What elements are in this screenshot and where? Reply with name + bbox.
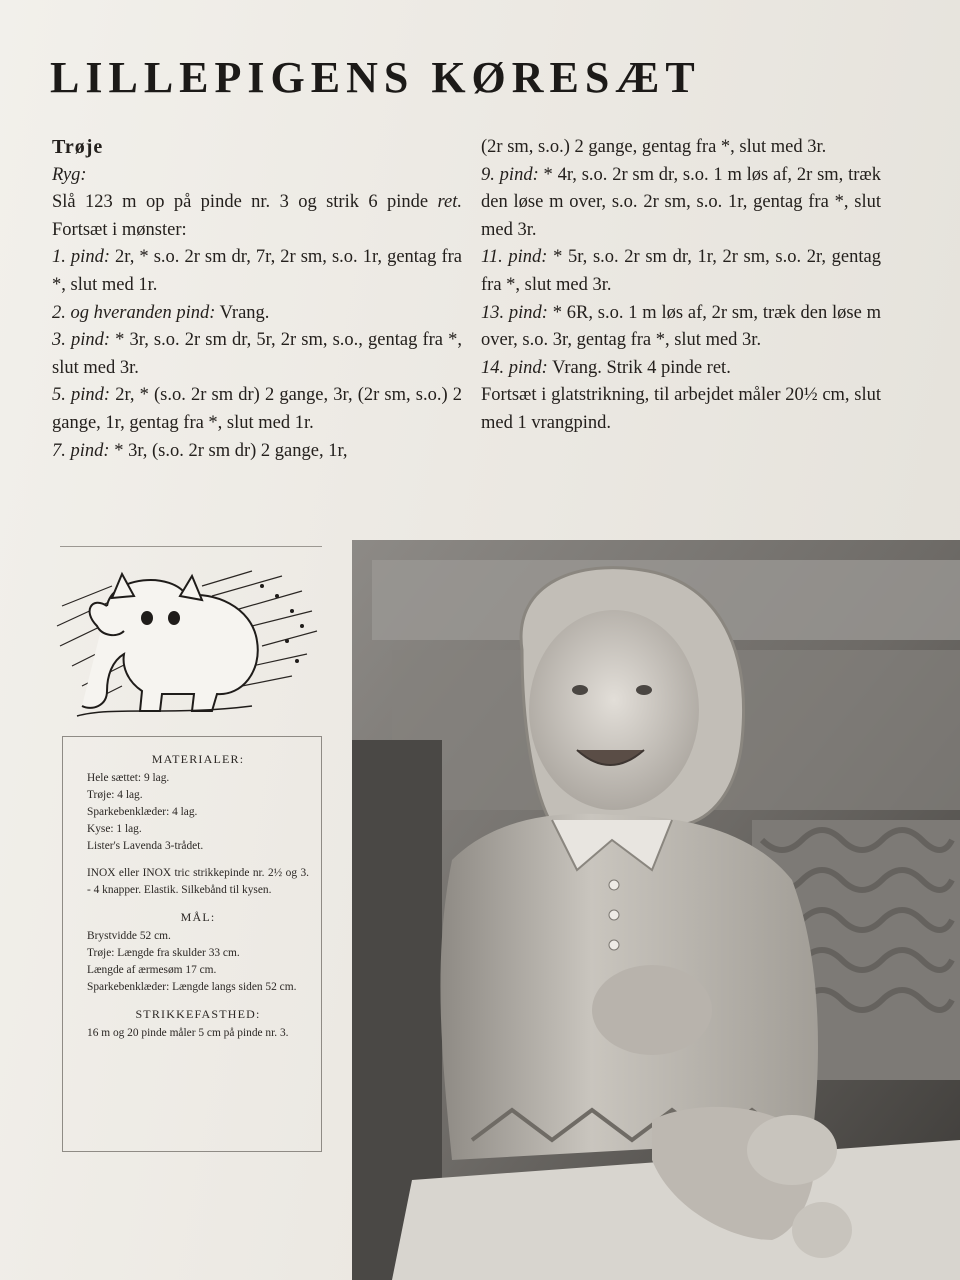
row-text: Vrang. Strik 4 pinde ret.: [547, 357, 731, 378]
measure-line: Brystvidde 52 cm.: [87, 930, 171, 942]
gauge-heading: STRIKKEFASTHED:: [135, 1007, 261, 1021]
row-label: 11. pind:: [481, 247, 548, 268]
measure-heading: MÅL:: [180, 910, 216, 924]
pattern-row: [52, 327, 462, 382]
row-label: 13. pind:: [481, 302, 548, 323]
row-label: 1. pind:: [52, 247, 110, 268]
intro-tail: Fortsæt i mønster:: [52, 219, 187, 240]
row-label: 3. pind:: [52, 330, 111, 351]
materials-line: Sparkebenklæder: 4 lag.: [87, 806, 198, 818]
pattern-row: [481, 162, 881, 245]
row-text: * 5r, s.o. 2r sm dr, 1r, 2r sm, s.o. 2r, gentag fra *, slut med 3r.: [481, 247, 881, 295]
materials-line: Trøje: 4 lag.: [87, 789, 143, 801]
pattern-row: [52, 382, 462, 437]
divider: [60, 546, 322, 547]
closing-paragraph: Fortsæt i glatstrikning, til arbejdet måler 20½ cm, slut med 1 vrangpind.: [481, 385, 881, 433]
materials-line: Kyse: 1 lag.: [87, 823, 142, 835]
measure-pants: Sparkebenklæder: Længde langs siden 52 cm.: [87, 981, 297, 993]
baby-photo-icon: [352, 540, 960, 1280]
pattern-row: [481, 244, 881, 299]
left-column: [52, 134, 462, 465]
materials-line: Hele sættet: 9 lag.: [87, 772, 170, 784]
continuation-text: (2r sm, s.o.) 2 gange, gentag fra *, slut med 3r.: [481, 137, 827, 157]
intro-text: Slå 123 m op på pinde nr. 3 og strik 6 pinde: [52, 192, 429, 213]
intro-paragraph: [52, 189, 462, 244]
row-text: * 4r, s.o. 2r sm dr, s.o. 1 m løs af, 2r sm, træk den løse m over, s.o. 2r sm, s.o. 1r, gentag fra *, slut med 3r.: [481, 164, 881, 240]
pattern-row: [52, 244, 462, 299]
row-label: 7. pind:: [52, 440, 110, 461]
pattern-row: [52, 438, 462, 466]
measure-line: Trøje: Længde fra skulder 33 cm.: [87, 947, 240, 959]
materials-heading: MATERIALER:: [151, 752, 245, 766]
row-text: Vrang.: [215, 302, 270, 323]
row-text: 2r, * s.o. 2r sm dr, 7r, 2r sm, s.o. 1r, gentag fra *, slut med 1r.: [52, 247, 462, 295]
section-subheading: Ryg:: [52, 164, 87, 185]
row-label: 2. og hveranden pind:: [52, 302, 216, 323]
row-text: * 3r, s.o. 2r sm dr, 5r, 2r sm, s.o., gentag fra *, slut med 3r.: [52, 330, 462, 378]
gauge-text: 16 m og 20 pinde måler 5 cm på pinde nr. 3.: [87, 1027, 289, 1039]
intro-italic: ret.: [437, 192, 462, 213]
row-label: 5. pind:: [52, 385, 111, 406]
row-text: * 3r, (s.o. 2r sm dr) 2 gange, 1r,: [109, 440, 348, 461]
pattern-row: [52, 300, 462, 328]
row-text: * 6R, s.o. 1 m løs af, 2r sm, træk den løse m over, s.o. 3r, gentag fra *, slut med 3r.: [481, 302, 881, 351]
elephant-illustration-icon: [52, 566, 332, 726]
row-label: 14. pind:: [481, 357, 548, 378]
pattern-row: [481, 355, 881, 383]
materials-line: Lister's Lavenda 3-trådet.: [87, 840, 204, 852]
row-text: 2r, * (s.o. 2r sm dr) 2 gange, 3r, (2r sm, s.o.) 2 gange, 1r, gentag fra *, slut med 1r.: [52, 385, 462, 433]
materials-box: [62, 736, 322, 1152]
row-label: 9. pind:: [481, 164, 539, 185]
measure-line: Længde af ærmesøm 17 cm.: [87, 964, 217, 976]
page-title: LILLEPIGENS KØRESÆT: [50, 53, 701, 102]
section-heading: Trøje: [52, 136, 104, 158]
pattern-row: [481, 300, 881, 355]
needles-text: INOX eller INOX tric strikkepinde nr. 2½ og 3. - 4 knapper. Elastik. Silkebånd til kysen.: [87, 867, 309, 896]
right-column: [481, 134, 881, 438]
